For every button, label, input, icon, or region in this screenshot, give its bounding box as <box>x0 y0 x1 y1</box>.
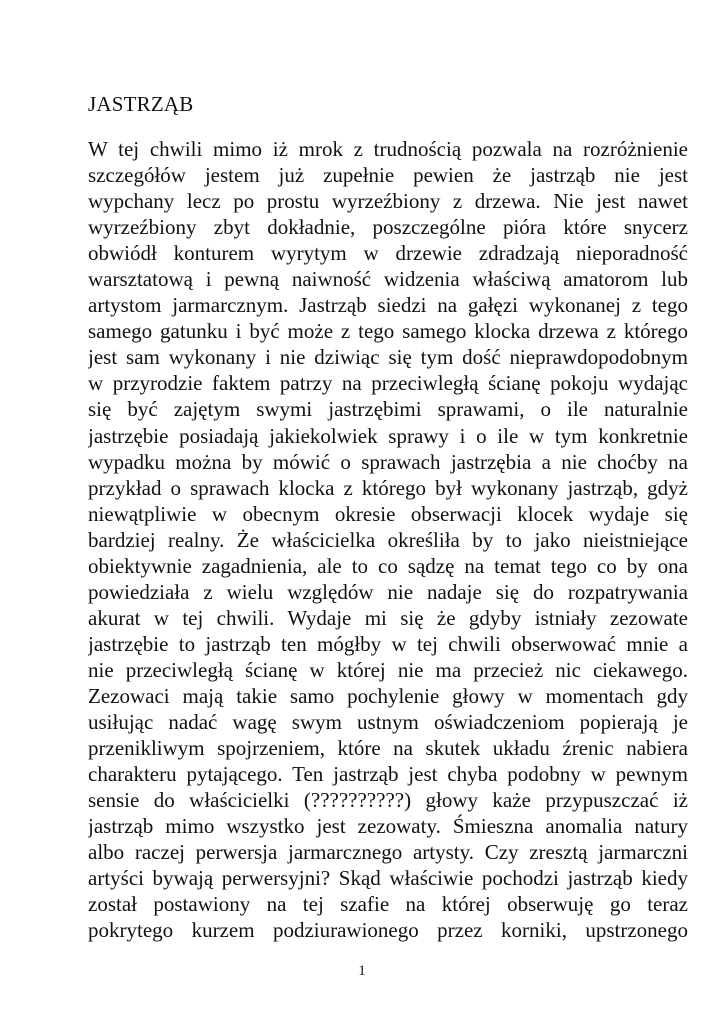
text-line: jest sam wykonany i nie dziwiąc się tym dość nieprawdopodobnym <box>88 345 688 370</box>
text-line: w przyrodzie faktem patrzy na przeciwległą ścianę pokoju wydając <box>88 371 688 396</box>
text-line: niewątpliwie w obecnym okresie obserwacji klocek wydaje się <box>88 501 688 526</box>
body-text <box>88 136 688 943</box>
text-line: obwiódł konturem wyrytym w drzewie zdradzają nieporadność <box>88 241 688 266</box>
text-line: samego gatunku i być może z tego samego klocka drzewa z którego <box>88 319 688 344</box>
text-line: szczegółów jestem już zupełnie pewien że jastrząb nie jest <box>88 163 688 188</box>
text-line: wypchany lecz po prostu wyrzeźbiony z drzewa. Nie jest nawet <box>88 189 688 214</box>
text-line: bardziej realny. Że właścicielka określiła by to jako nieistniejące <box>88 527 688 552</box>
text-line: usiłując nadać wagę swym ustnym oświadczeniom popierają je <box>88 710 688 735</box>
text-line: jastrzębie to jastrząb ten mógłby w tej chwili obserwować mnie a <box>88 631 688 656</box>
text-line: sensie do właścicielki (??????????) głowy każe przypuszczać iż <box>88 788 688 813</box>
text-line: przenikliwym spojrzeniem, które na skutek układu źrenic nabiera <box>88 736 688 761</box>
text-line: charakteru pytającego. Ten jastrząb jest chyba podobny w pewnym <box>88 762 688 787</box>
text-line: W tej chwili mimo iż mrok z trudnością pozwala na rozróżnienie <box>88 137 688 161</box>
text-line: przykład o sprawach klocka z którego był wykonany jastrząb, gdyż <box>88 475 688 500</box>
page-number: 1 <box>358 963 366 979</box>
text-line: wypadku można by mówić o sprawach jastrzębia a nie choćby na <box>88 449 688 474</box>
text-line: wyrzeźbiony zbyt dokładnie, poszczególne pióra które snycerz <box>88 215 688 240</box>
text-line: się być zajętym swymi jastrzębimi sprawami, o ile naturalnie <box>88 397 688 422</box>
text-line: albo raczej perwersja jarmarcznego artysty. Czy zresztą jarmarczni <box>88 840 688 865</box>
text-line: artystom jarmarcznym. Jastrząb siedzi na gałęzi wykonanej z tego <box>88 293 688 318</box>
text-line: nie przeciwległą ścianę w której nie ma przecież nic ciekawego. <box>88 657 688 682</box>
text-line: powiedziała z wielu względów nie nadaje się do rozpatrywania <box>88 579 688 604</box>
text-line: artyści bywają perwersyjni? Skąd właściwie pochodzi jastrząb kiedy <box>88 866 688 891</box>
text-line: akurat w tej chwili. Wydaje mi się że gdyby istniały zezowate <box>88 605 688 630</box>
text-line: został postawiony na tej szafie na której obserwuję go teraz <box>88 892 688 917</box>
text-line: pokrytego kurzem podziurawionego przez korniki, upstrzonego <box>88 918 688 943</box>
page-title: JASTRZĄB <box>88 92 194 116</box>
text-line: warsztatową i pewną naiwność widzenia właściwą amatorom lub <box>88 267 688 292</box>
text-line: Zezowaci mają takie samo pochylenie głowy w momentach gdy <box>88 683 688 708</box>
text-line: jastrzębie posiadają jakiekolwiek sprawy i o ile w tym konkretnie <box>88 423 688 448</box>
text-line: jastrząb mimo wszystko jest zezowaty. Śmieszna anomalia natury <box>88 814 688 839</box>
text-line: obiektywnie zagadnienia, ale to co sądzę na temat tego co by ona <box>88 553 688 578</box>
